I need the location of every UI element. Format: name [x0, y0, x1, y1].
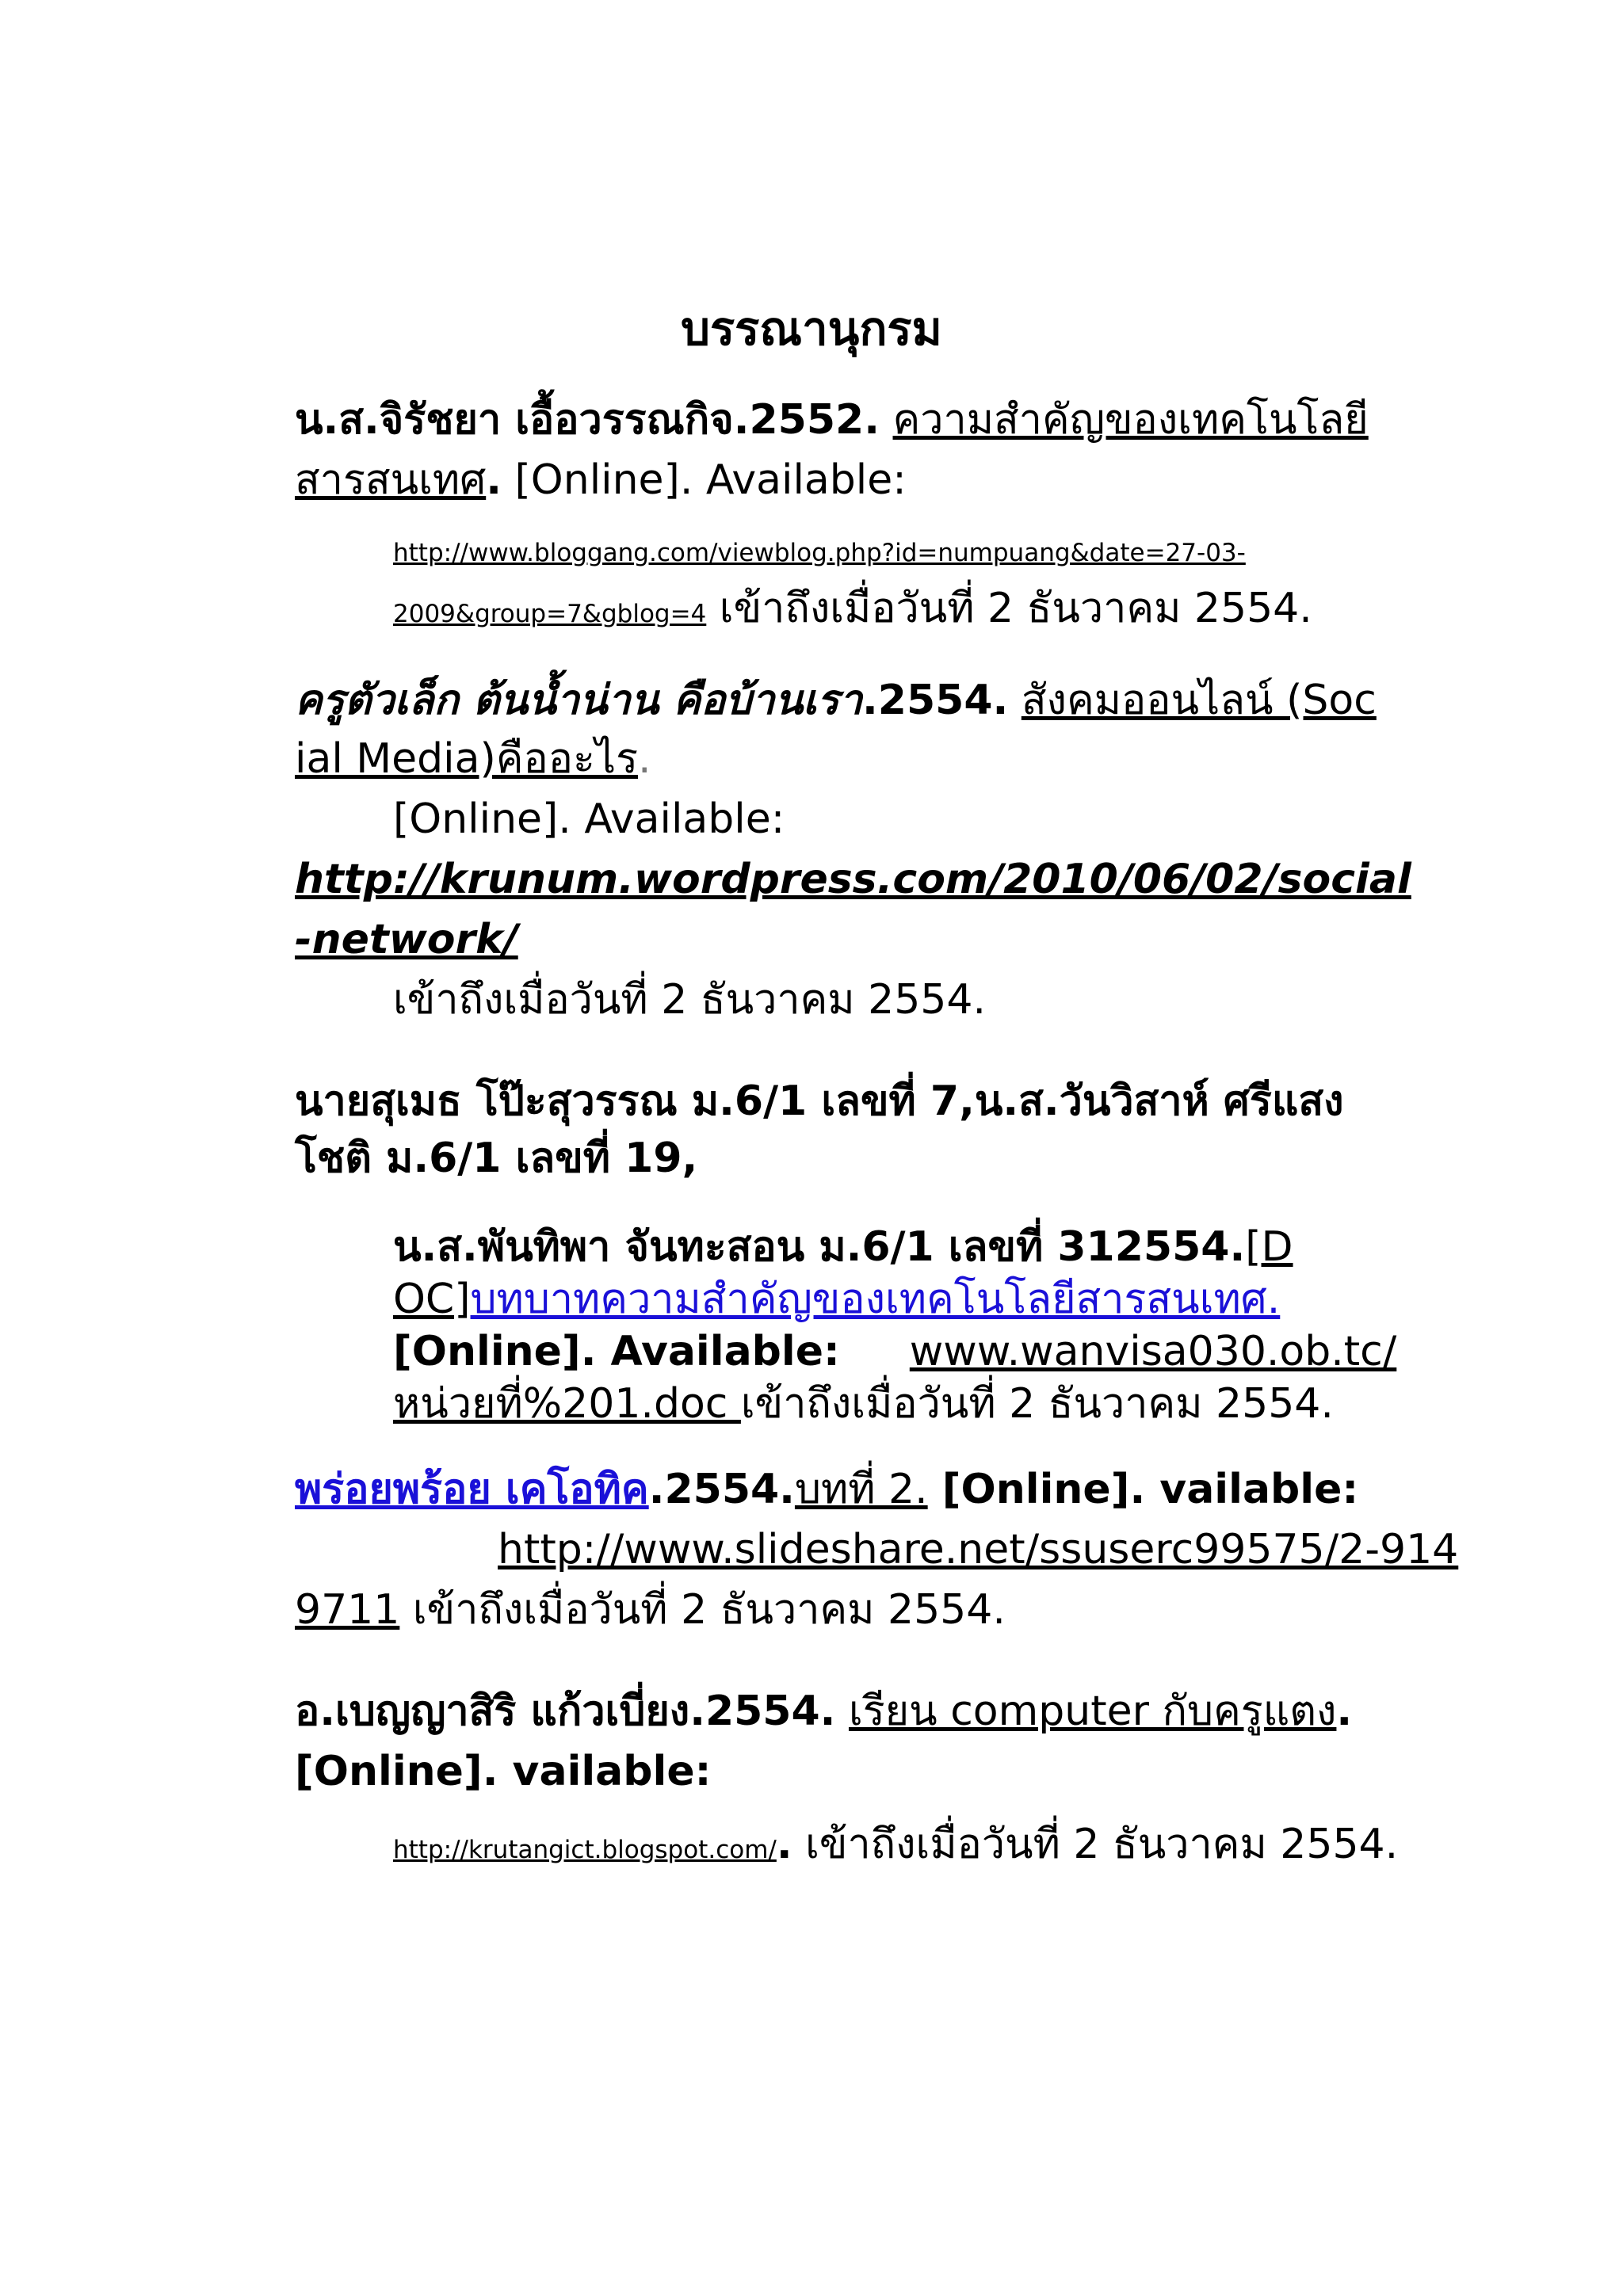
- entry2-line2: [295, 729, 651, 789]
- entry3-line3: [393, 1217, 1293, 1277]
- entry4-line1: [295, 1459, 1358, 1520]
- entry1-line4: [393, 578, 1312, 648]
- entry1-line3: [393, 539, 1246, 567]
- entry4-url-cont[interactable]: 9711: [295, 1586, 400, 1634]
- entry5-period: .: [1336, 1688, 1353, 1735]
- entry3-online: [Online]. Available:: [393, 1328, 840, 1375]
- entry5-url[interactable]: http://krutangict.blogspot.com/: [393, 1836, 777, 1864]
- entry3-line6: [393, 1374, 1334, 1434]
- entry5-title[interactable]: เรียน computer กับครูแตง: [848, 1688, 1337, 1735]
- page-title: บรรณานุกรม: [681, 302, 942, 356]
- entry4-line3: [295, 1580, 1006, 1640]
- entry2-title[interactable]: สังคมออนไลน์ (Soc: [1021, 677, 1377, 724]
- entry5-period2: .: [776, 1821, 792, 1868]
- entry3-doc-tag: [D: [1245, 1223, 1293, 1271]
- entry2-author: ครูตัวเล็ก ต้นน้ำน่าน คือบ้านเรา: [295, 677, 863, 724]
- entry5-accessed: เข้าถึงเมื่อวันที่ 2 ธันวาคม 2554.: [792, 1821, 1399, 1868]
- entry4-accessed: เข้าถึงเมื่อวันที่ 2 ธันวาคม 2554.: [399, 1586, 1006, 1634]
- entry3-doc-tag-cont: OC]: [393, 1276, 471, 1323]
- entry2-url-cont[interactable]: -network/: [295, 916, 518, 963]
- entry4-title[interactable]: บทที่ 2.: [794, 1466, 928, 1513]
- entry1-title[interactable]: ความสำคัญของเทคโนโลยี: [892, 396, 1369, 444]
- entry2-line5: [295, 910, 518, 970]
- entry2-online: [Online]. Available:: [393, 795, 785, 843]
- entry3-line4: [393, 1269, 1280, 1329]
- entry3-authors-line1: นายสุเมธ โป๊ะสุวรรณ ม.6/1 เลขที่ 7,น.ส.วันวิสาห์ ศรีแสง: [295, 1077, 1344, 1125]
- entry1-period: .: [486, 456, 502, 504]
- entry1-author: น.ส.จิรัชยา เอื้อวรรณกิจ.2552.: [295, 396, 880, 444]
- entry5-author: อ.เบญญาสิริ แก้วเบี่ยง.2554.: [295, 1688, 836, 1735]
- entry4-url[interactable]: http://www.slideshare.net/ssuserc99575/2-914: [498, 1526, 1459, 1573]
- entry2-year: .2554.: [862, 677, 1009, 724]
- entry4-online: [Online]. vailable:: [927, 1466, 1359, 1513]
- entry4-year: .2554.: [648, 1466, 795, 1513]
- entry3-url-cont[interactable]: หน่วยที่%201.doc: [393, 1380, 741, 1428]
- entry3-accessed: เข้าถึงเมื่อวันที่ 2 ธันวาคม 2554.: [740, 1380, 1334, 1428]
- entry3-title-link[interactable]: บทบาทความสำคัญของเทคโนโลยีสารสนเทศ.: [470, 1276, 1281, 1323]
- entry3-line5: [393, 1322, 1396, 1382]
- entry1-accessed: เข้าถึงเมื่อวันที่ 2 ธันวาคม 2554.: [706, 585, 1312, 632]
- entry5-line3: [393, 1814, 1398, 1884]
- entry3-authors-line2: โชติ ม.6/1 เลขที่ 19,: [295, 1135, 698, 1182]
- entry3-url[interactable]: www.wanvisa030.ob.tc/: [909, 1328, 1397, 1375]
- entry2-accessed: เข้าถึงเมื่อวันที่ 2 ธันวาคม 2554.: [393, 976, 986, 1024]
- entry1-title-cont[interactable]: สารสนเทศ: [295, 456, 487, 504]
- entry1-line1: [295, 390, 1369, 450]
- entry4-author-link[interactable]: พร่อยพร้อย เคโอทิค: [295, 1466, 649, 1513]
- entry2-title-cont[interactable]: ial Media)คืออะไร: [295, 735, 639, 783]
- entry1-line2: [295, 450, 907, 510]
- entry2-dot: .: [638, 735, 651, 783]
- entry5-online: [Online]. vailable:: [295, 1748, 712, 1795]
- entry2-line4: [295, 849, 1411, 910]
- entry1-online: [Online]. Available:: [501, 456, 907, 504]
- entry1-url-cont[interactable]: 2009&group=7&gblog=4: [393, 600, 707, 628]
- entry3-authors-line3: น.ส.พันทิพา จันทะสอน ม.6/1 เลขที่ 312554.: [393, 1223, 1246, 1271]
- entry5-line1: [295, 1681, 1352, 1741]
- entry2-url[interactable]: http://krunum.wordpress.com/2010/06/02/social: [295, 856, 1411, 903]
- entry1-url[interactable]: http://www.bloggang.com/viewblog.php?id=numpuang&date=27-03-: [393, 539, 1246, 567]
- entry2-line1: [295, 670, 1377, 730]
- entry4-line2: [498, 1520, 1458, 1580]
